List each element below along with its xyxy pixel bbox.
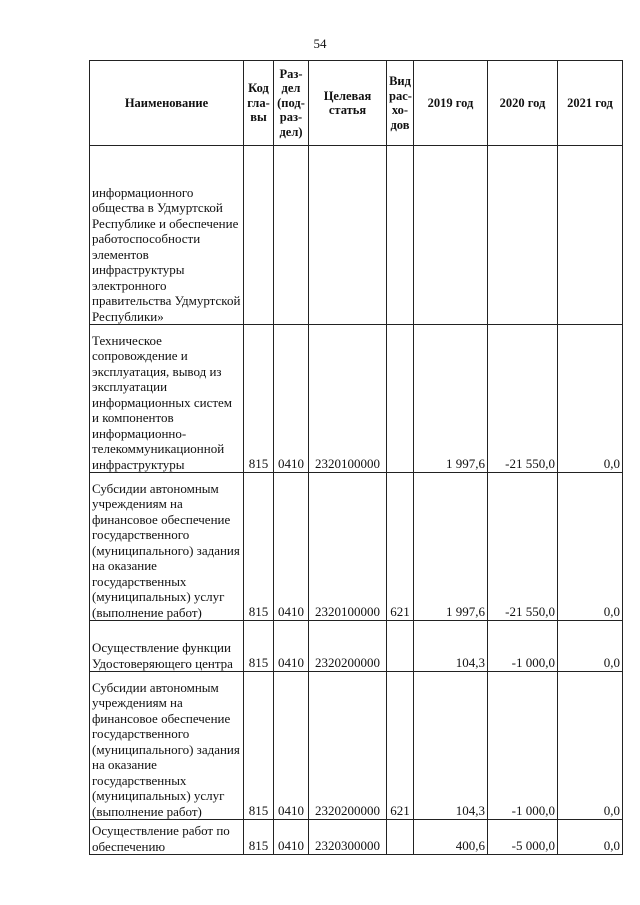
row-expense: 621 bbox=[387, 473, 414, 621]
row-2020 bbox=[488, 146, 558, 325]
row-2019: 1 997,6 bbox=[414, 473, 488, 621]
row-2020: -5 000,0 bbox=[488, 820, 558, 855]
header-name: Наименование bbox=[90, 61, 244, 146]
row-name: Осуществление работ по обеспечению bbox=[90, 820, 244, 855]
row-expense bbox=[387, 621, 414, 672]
table-row bbox=[90, 325, 623, 473]
row-section bbox=[274, 146, 309, 325]
row-target: 2320100000 bbox=[309, 325, 387, 473]
budget-table bbox=[89, 60, 623, 855]
row-2019 bbox=[414, 146, 488, 325]
row-2020: -21 550,0 bbox=[488, 325, 558, 473]
header-expense-type: Вид рас- хо- дов bbox=[387, 61, 414, 146]
row-name: информационного общества в Удмуртской Республике и обеспечение работоспособности элементов инфраструктуры электронного правительства Удмуртской Республики» bbox=[90, 146, 244, 325]
row-target: 2320100000 bbox=[309, 473, 387, 621]
row-section: 0410 bbox=[274, 820, 309, 855]
row-chapter bbox=[244, 146, 274, 325]
row-name: Техническое сопровождение и эксплуатация, вывод из эксплуатации информационных систем и компонентов информационно-телекоммуникационной инфраструктуры bbox=[90, 325, 244, 473]
row-target: 2320300000 bbox=[309, 820, 387, 855]
row-2021: 0,0 bbox=[558, 820, 623, 855]
row-name: Осуществление функции Удостоверяющего центра bbox=[90, 621, 244, 672]
row-2020: -21 550,0 bbox=[488, 473, 558, 621]
page-number: 54 bbox=[313, 36, 327, 51]
row-chapter: 815 bbox=[244, 473, 274, 621]
row-expense bbox=[387, 820, 414, 855]
table-header-row bbox=[90, 61, 623, 146]
row-2019: 400,6 bbox=[414, 820, 488, 855]
table-row bbox=[90, 672, 623, 820]
header-section: Раз- дел (под- раз- дел) bbox=[274, 61, 309, 146]
header-2021: 2021 год bbox=[558, 61, 623, 146]
row-target: 2320200000 bbox=[309, 672, 387, 820]
row-chapter: 815 bbox=[244, 325, 274, 473]
row-2019: 1 997,6 bbox=[414, 325, 488, 473]
header-2019: 2019 год bbox=[414, 61, 488, 146]
row-chapter: 815 bbox=[244, 672, 274, 820]
row-chapter: 815 bbox=[244, 621, 274, 672]
row-2020: -1 000,0 bbox=[488, 672, 558, 820]
row-2021: 0,0 bbox=[558, 473, 623, 621]
table-row bbox=[90, 473, 623, 621]
row-target bbox=[309, 146, 387, 325]
row-2021: 0,0 bbox=[558, 672, 623, 820]
row-section: 0410 bbox=[274, 672, 309, 820]
table-row bbox=[90, 820, 623, 855]
row-2019: 104,3 bbox=[414, 672, 488, 820]
table-row bbox=[90, 146, 623, 325]
header-2020: 2020 год bbox=[488, 61, 558, 146]
table-row bbox=[90, 621, 623, 672]
row-section: 0410 bbox=[274, 621, 309, 672]
row-section: 0410 bbox=[274, 325, 309, 473]
row-target: 2320200000 bbox=[309, 621, 387, 672]
row-expense bbox=[387, 325, 414, 473]
row-expense bbox=[387, 146, 414, 325]
row-2021: 0,0 bbox=[558, 325, 623, 473]
row-expense: 621 bbox=[387, 672, 414, 820]
row-section: 0410 bbox=[274, 473, 309, 621]
row-2020: -1 000,0 bbox=[488, 621, 558, 672]
row-2021: 0,0 bbox=[558, 621, 623, 672]
row-name: Субсидии автономным учреждениям на финансовое обеспечение государственного (муниципального) задания на оказание государственных (муниципальных) услуг (выполнение работ) bbox=[90, 672, 244, 820]
row-2019: 104,3 bbox=[414, 621, 488, 672]
row-chapter: 815 bbox=[244, 820, 274, 855]
header-target-article: Целевая статья bbox=[309, 61, 387, 146]
header-chapter-code: Код гла- вы bbox=[244, 61, 274, 146]
row-2021 bbox=[558, 146, 623, 325]
row-name: Субсидии автономным учреждениям на финансовое обеспечение государственного (муниципального) задания на оказание государственных (муниципальных) услуг (выполнение работ) bbox=[90, 473, 244, 621]
